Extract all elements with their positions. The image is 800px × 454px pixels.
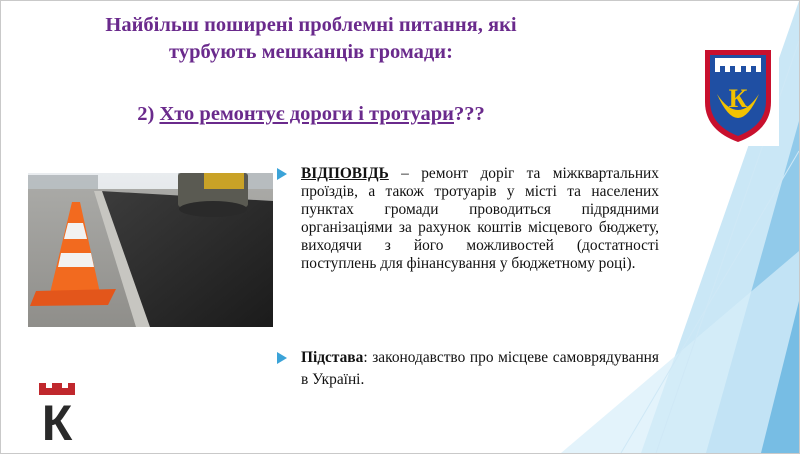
- basis-label: Підстава: [301, 349, 364, 366]
- logo-battlement: [39, 383, 75, 395]
- subtitle-question-marks: ???: [454, 103, 485, 125]
- triangle-bullet-icon: [277, 352, 287, 364]
- answer-text: – ремонт доріг та міжквартальних проїздів, а також тротуарів у місті та населених пунктах громади проводиться підрядними організаціями за рахунок коштів місцевого бюджету, виходячи з його можливостей (достатності поступлень для фінансування у бюджетному році).: [301, 165, 659, 272]
- coat-of-arms-icon: [697, 42, 779, 146]
- photo-cone-stripe-1: [64, 223, 87, 239]
- photo-roller-cabin: [204, 173, 244, 189]
- answer-bullet: [277, 165, 659, 273]
- subtitle-number: 2): [137, 103, 160, 125]
- photo-cone-stripe-2: [58, 253, 94, 267]
- photo-buildings: [28, 175, 98, 189]
- photo-cone-base: [30, 289, 116, 306]
- photo-roller-drum: [179, 201, 247, 217]
- road-photo: [28, 173, 273, 327]
- coat-letter: К: [728, 84, 748, 113]
- logo-letter: К: [41, 395, 73, 441]
- answer-label: ВІДПОВІДЬ: [301, 165, 389, 182]
- answer-paragraph: [301, 165, 659, 273]
- basis-text: : законодавство про місцеве самоврядування в Україні.: [301, 349, 659, 388]
- basis-bullet: [277, 347, 659, 391]
- subtitle-link[interactable]: Хто ремонтує дороги і тротуари: [159, 103, 454, 125]
- slide-subtitle: [21, 101, 601, 128]
- slide-title-line-2: турбують мешканців громади:: [169, 41, 453, 63]
- city-logo-icon: [37, 383, 77, 441]
- basis-paragraph: [301, 347, 659, 391]
- triangle-bullet-icon: [277, 168, 287, 180]
- slide-title-line-1: Найбільш поширені проблемні питання, які: [105, 14, 517, 36]
